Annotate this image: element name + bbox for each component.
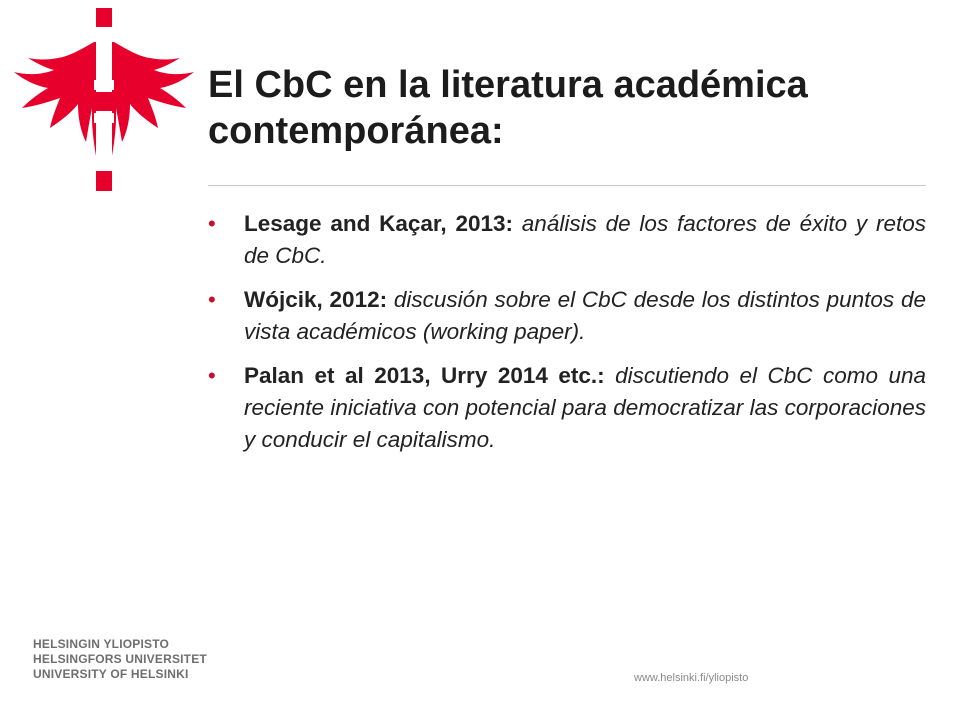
university-wordmark bbox=[33, 637, 207, 682]
footer-url: www.helsinki.fi/yliopisto bbox=[634, 672, 749, 684]
wordmark-line-english: UNIVERSITY OF HELSINKI bbox=[33, 667, 189, 681]
reference-citation: Lesage and Kaçar, 2013: bbox=[244, 211, 513, 236]
university-logo-icon bbox=[8, 8, 208, 193]
reference-summary: discusión sobre el CbC desde los distintos puntos de vista académicos (working paper). bbox=[244, 287, 926, 344]
slide-title: El CbC en la literatura académica contemporánea: bbox=[208, 64, 808, 152]
bullet-dot-icon: • bbox=[208, 211, 216, 236]
reference-summary: análisis de los factores de éxito y retos de CbC. bbox=[244, 211, 926, 268]
wordmark-line-swedish: HELSINGFORS UNIVERSITET bbox=[33, 652, 207, 666]
reference-citation: Wójcik, 2012: bbox=[244, 287, 388, 312]
title-divider bbox=[208, 185, 926, 186]
bullet-dot-icon: • bbox=[208, 287, 216, 312]
bullet-dot-icon: • bbox=[208, 363, 216, 388]
reference-citation: Palan et al 2013, Urry 2014 etc.: bbox=[244, 363, 605, 388]
reference-summary: discutiendo el CbC como una reciente iniciativa con potencial para democratizar las corporaciones y conducir el capitalismo. bbox=[244, 363, 926, 452]
list-item bbox=[208, 360, 926, 456]
list-item bbox=[208, 208, 926, 272]
reference-list bbox=[208, 208, 926, 468]
list-item bbox=[208, 284, 926, 348]
wordmark-line-finnish: HELSINGIN YLIOPISTO bbox=[33, 637, 170, 651]
